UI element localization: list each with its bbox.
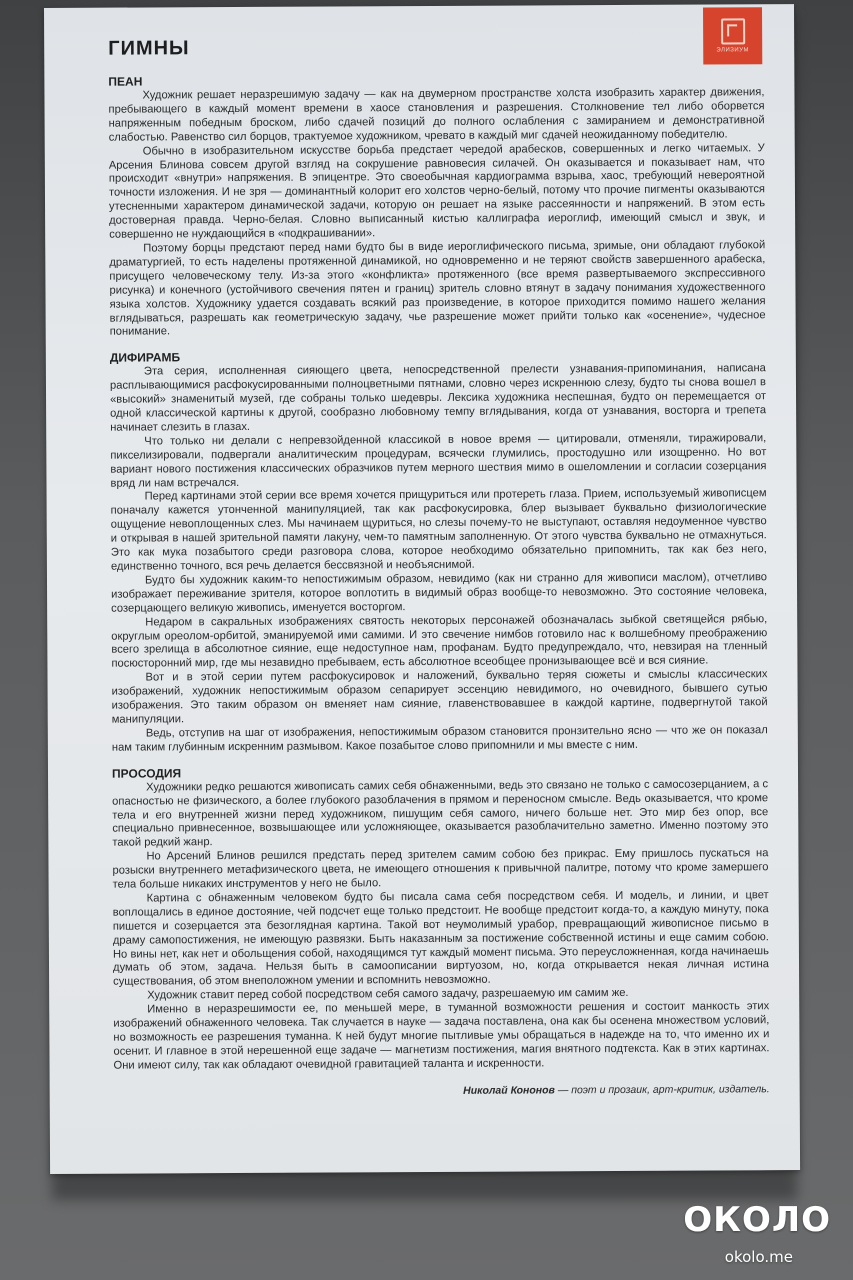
paragraph: Недаром в сакральных изображениях святость некоторых персонажей обозначалась зыбкой светящейся рябью, округлым ореолом-орбитой, эманируемой ими самими. И это свечение нимбов готовило нас к волшебному преображению всего зрелища в абсолютное сияние, еще недоступное нам, профанам. Будто предупреждало, что, невзирая на тленный посюсторонний мир, где мы незавидно пребываем, есть абсолютное всеобщее пронизывающее всё и вся сияние. <box>111 612 768 670</box>
section-heading: ДИФИРАМБ <box>109 350 181 365</box>
paragraph: Что только ни делали с непревзойденной классикой в новое время — цитировали, отменяли, тиражировали, пикселизировали, подвергали аналитическим процедурам, всячески глумились, простодушно или изощренно. Но вот вариант нового постижения классических образчиков путем мерного шествия мимо в ошеломлении и согласии созерцания вряд ли нам встречался. <box>110 432 767 490</box>
paragraph: Художник ставит перед собой посредством себя самого задачу, разрешаемую им самим же. <box>147 987 629 1002</box>
exhibition-text-poster <box>44 4 800 1174</box>
paragraph: Именно в неразрешимости ее, по меньшей мере, в туманной возможности решения и состоит манкость этих изображений обнаженного человека. Так случается в науке — задача поставлена, она как бы осенена множеством условий, но возможность ее разрешения туманна. К ней будут многие пытливые умы обращаться в надежде на то, что именно их и осенит. И главное в этой нерешенной еще задаче — магнетизм постижения, магия внятного подтекста. Как в этих картинах. Они имеют силу, так как обладают очевидной гравитацией таланта и искренности. <box>113 1000 770 1072</box>
author-signature <box>114 1083 770 1098</box>
watermark-url: okolo.me <box>724 1248 793 1266</box>
section-prosody <box>112 763 770 1073</box>
poster-content <box>108 34 770 1098</box>
paragraph: Но Арсений Блинов решился предстать перед зрителем самим собою без прикрас. Ему пришлось пускаться на розыски внутреннего метафизического цвета, не имеющего отношения к привычной палитре, потому что кроме замершего тела больше никаких инструментов у него не было. <box>112 847 769 891</box>
paragraph: Ведь, отступив на шаг от изображения, непостижимым образом становится пронзительно ясно — что же он показал нам таким глубинным искренним размывом. Какое позабытое слово припомнили и мы вместе с ним. <box>111 724 768 754</box>
section-heading: ПРОСОДИЯ <box>111 765 182 781</box>
paragraph: Эта серия, исполненная сияющего цвета, непосредственной прелести узнавания-припоминания, написана расплывающимися расфокусированными полноцветными пятнами, словно через искреннюю слезу, будто ты снова вошел в «высокий» знаменитый музей, где собраны только шедевры. Лексика художника неспешная, будто он перемещается от одной классической картины к другой, сообразно любовному темпу вглядывания, когда от узнавания, восторга и трепета начинает слезить в глазах. <box>109 362 767 434</box>
gallery-logo-text: ЭЛИЗИУМ <box>716 47 750 54</box>
paragraph: Будто бы художник каким-то непостижимым образом, невидимо (как ни странно для живописи маслом), отчетливо изображает переживание зрителя, которое воплотить в видимый образ вообще-то невозможно. Это состояние человека, созерцающего великую живопись, именуется восторгом. <box>111 571 768 615</box>
section-pean <box>108 71 765 340</box>
paragraph: Художник решает неразрешимую задачу — как на двумерном пространстве холста изобразить характер движения, пребывающего в каждый момент времени в хаосе становления и разрешения. Столкновение тел либо оборвется напряженным победным броском, либо сдачей позиций до полного ослабления с замиранием и демонстративной слабостью. Равенство сил борцов, трактуемое художником, чревато в каждый миг сдачей неожиданному победителю. <box>108 86 765 144</box>
paragraph: Художники редко решаются живописать самих себя обнаженными, ведь это связано не только с самосозерцанием, а с опасностью не физического, а более глубокого разоблачения в прямом и переносном смысле. Ведь оказывается, что кроме тела и его внутренней жизни перед художником, пишущим себя самого, ничего больше нет. Это мир без опор, все специально привнесенное, возвышающее или усложняющее, оказывается разоблачительно заметно. Именно поэтому это такой редкий жанр. <box>112 777 769 849</box>
author-name: Николай Кононов <box>463 1084 555 1097</box>
paragraph: Картина с обнаженным человеком будто бы писала сама себя посредством себя. И модель, и линии, и цвет воплощались в единое достояние, чей подсчет еще только предстоит. Не вообще предстоит когда-то, а каждую минуту, пока пишется и созерцается эта безоглядная картина. Такой вот неумолимый урабор, превращающий живописное письмо в драму самопостижения, не имеющую развязки. Быть наказанным за постижение собственной истины и еще самим собою. Но вины нет, как нет и обольщения собой, находящимся тут каждый момент письма. Это переусложненная, когда начинаешь думать об этом, задача. Нельзя быть в самоописании виртуозом, но, когда открывается некая личная истина существования, об этом внеположном умении и вспомнить невозможно. <box>112 889 770 989</box>
author-role: — поэт и прозаик, арт-критик, издатель. <box>554 1082 770 1097</box>
section-heading: ПЕАН <box>108 74 143 89</box>
watermark-brand: ОКОЛО <box>683 1200 831 1240</box>
section-dithyramb <box>110 348 768 756</box>
paragraph: Вот и в этой серии путем расфокусировок и наложений, буквально теряя сюжеты и смыслы классических изображений, художник непостижимым образом сепарирует эссенцию невидимого, но очевидного, бывшего сутью изображения. Это таким образом он вменяет нам сияние, главенствовавшее в каждой картине, подвергнутой такой манипуляции. <box>111 668 768 726</box>
paragraph: Перед картинами этой серии все время хочется прищуриться или протереть глаза. Прием, используемый живописцем поначалу кажется утонченной манипуляцией, так как расфокусировка, блер вызывает буквально физиологические ощущение невоплощенных слез. Мы начинаем щуриться, но слезы почему-то не выступают, оставляя недоуменное чувство и открывая в нашей зрительной памяти лакуну, чем-то памятным заполненную. От этого чувства буквально не отмахнуться. Это как мука позабытого среди разговора слова, которое необходимо обязательно припомнить, так как без него, единственно точного, вся речь делается бессвязной и необъяснимой. <box>110 487 767 573</box>
page-title: ГИМНЫ <box>108 37 190 60</box>
paragraph: Поэтому борцы предстают перед нами будто бы в виде иероглифического письма, зримые, они обладают глубокой драматургией, то есть наделены протяженной динамикой, но одновременно и не теряют свойств завершенного арабеска, присущего человеческому телу. Из-за этого «конфликта» протяженного (все время развертываемого экспрессивного рисунка) и конечного (устойчивого свечения пятен и границ) зритель словно втянут в задачу понимания художественного языка холстов. Художнику удается создавать всякий раз произведение, в которое приходится помимо нашего желания вглядываться, разрешать как геометрическую задачу, чье разрешение может прийти только как «осенение», чудесное понимание. <box>109 239 766 339</box>
paragraph: Обычно в изобразительном искусстве борьба предстает чередой арабесков, совершенных и легко читаемых. У Арсения Блинова совсем другой взгляд на сокрушение равновесия силачей. Он оказывается и показывает нам, что происходит «внутри» напряжения. В эпицентре. Это своеобычная кардиограмма взрыва, хаос, требующий невероятной точности изложения. И не зря — доминантный колорит его холстов черно-белый, потому что прочие пигменты оказываются утесненными характером динамической задачи, которую он решает на языке рассеянности и напряжений. В этом есть достоверная правда. Черно-белая. Словно выписанный кистью каллиграфа иероглиф, имеющий смысл и звук, и совершенно не нуждающийся в «подкрашивании». <box>108 141 766 241</box>
